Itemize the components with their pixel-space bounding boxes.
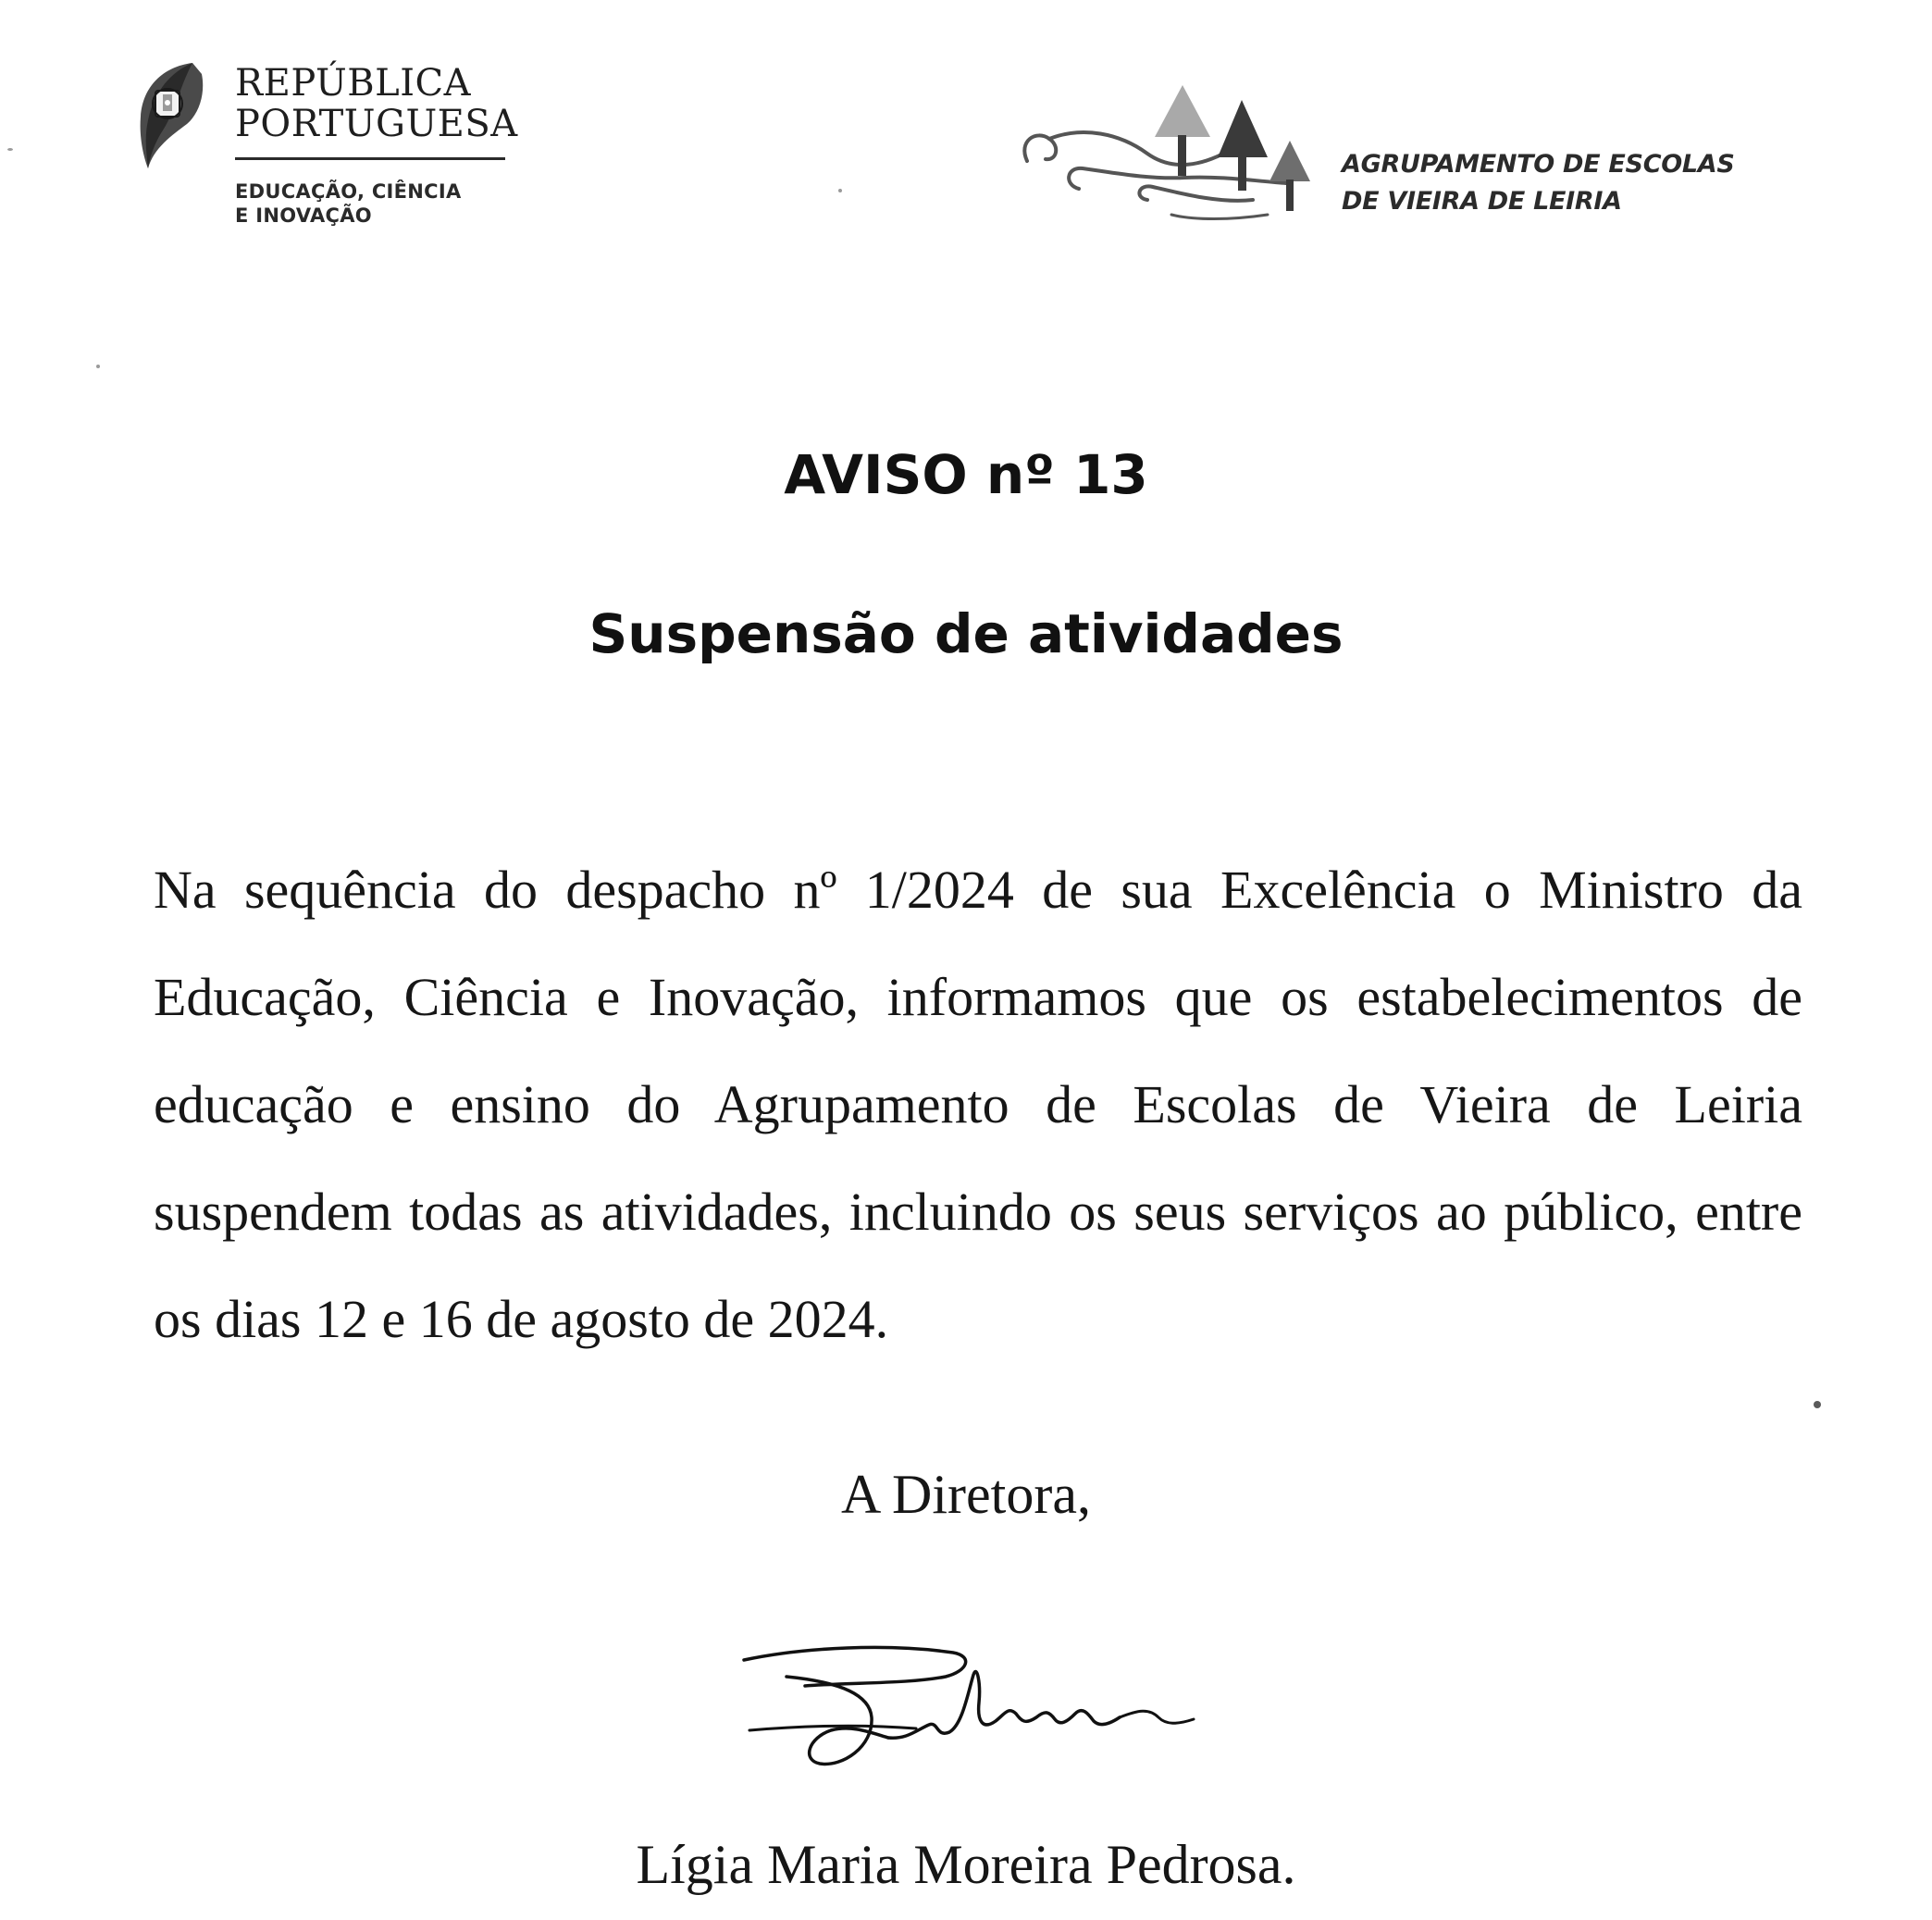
notice-title: AVISO nº 13 [784, 443, 1148, 506]
notice-body: Na sequência do despacho nº 1/2024 de sua Excelência o Ministro da Educação, Ciência e Inovação, informamos que os estabelecimentos de educação e ensino do Agrupamento de Escolas de Vieira de Leiria suspendem todas as atividades, incluindo os seus serviços ao público, entre os dias 12 e 16 de agosto de 2024. [154, 860, 1802, 1349]
republica-title-line2: PORTUGUESA [235, 103, 518, 145]
republica-title [235, 63, 518, 144]
ministry-name-line2: E INOVAÇÃO [235, 204, 372, 227]
handwritten-signature [731, 1629, 1231, 1786]
scan-speck [1814, 1401, 1821, 1408]
signer-name: Lígia Maria Moreira Pedrosa. [636, 1834, 1296, 1895]
republica-title-line1: REPÚBLICA [235, 62, 471, 105]
school-group-name-line2: DE VIEIRA DE LEIRIA [1342, 187, 1622, 216]
notice-subtitle: Suspensão de atividades [588, 602, 1344, 665]
scan-speck [838, 189, 842, 192]
republica-divider [235, 157, 505, 160]
pine-trees-waves-logo-icon [1009, 76, 1342, 233]
school-group-name [1342, 146, 1735, 220]
republica-portuguesa-emblem-icon [135, 59, 209, 170]
ministry-name [235, 180, 462, 228]
school-group-name-line1: AGRUPAMENTO DE ESCOLAS [1342, 150, 1735, 179]
scan-speck [7, 148, 13, 151]
scan-speck [96, 365, 100, 368]
ministry-name-line1: EDUCAÇÃO, CIÊNCIA [235, 180, 462, 203]
republica-portuguesa-logo [135, 57, 524, 242]
school-group-logo [1009, 76, 1804, 233]
closing-line: A Diretora, [841, 1464, 1091, 1525]
